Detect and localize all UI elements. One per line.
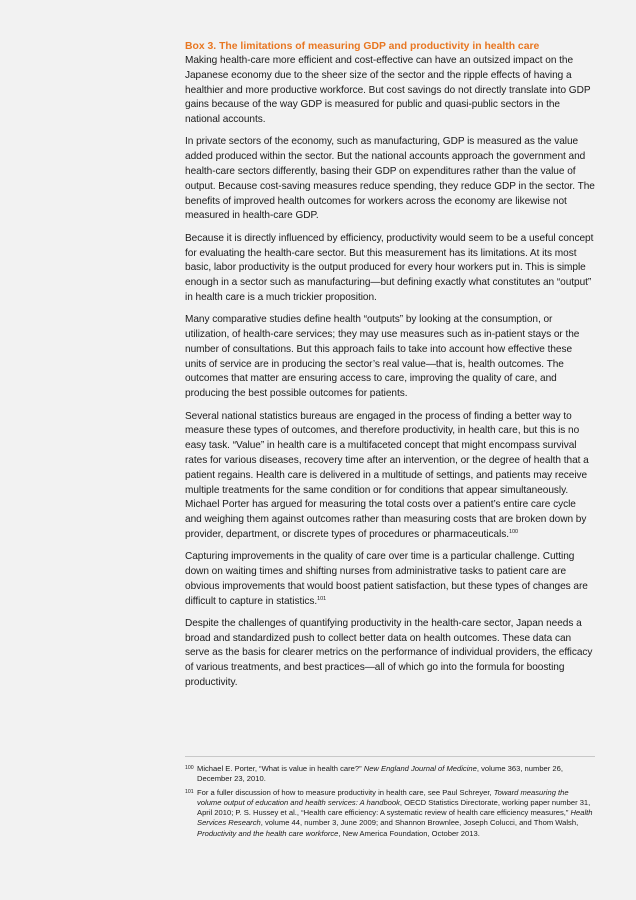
- box-content: [185, 40, 595, 698]
- paragraph-1: Making health-care more efficient and cost-effective can have an outsized impact on the Japanese economy due to the sheer size of the sector and the ripple effects of having a healthier and more productive workforce. But cost savings do not directly translate into GDP gains because of the way GDP is measured for public and quasi-public sectors in the national accounts.: [185, 55, 591, 126]
- footnote-text: Michael E. Porter, “What is value in health care?”: [197, 764, 364, 773]
- paragraph-5: [185, 410, 595, 543]
- footnote-number: 101: [185, 788, 194, 795]
- footnote-text: , OECD Statistics Directorate, working paper number 31, April 2010; P. S. Hussey et al., “Health care efficiency: A systematic review of health care efficiency measures,”: [197, 797, 591, 818]
- footnote-text: , volume 44, number 3, June 2009; and Shannon Brownlee, Joseph Colucci, and Thom Walsh,: [260, 818, 579, 828]
- footnote-100: [185, 764, 595, 785]
- book-title: Toward measuring the volume output of education and health services: A handbook: [197, 787, 569, 807]
- journal-title: New England Journal of Medicine: [363, 764, 477, 773]
- paragraph-6: [185, 550, 595, 609]
- paragraph-6-text: Capturing improvements in the quality of care over time is a particular challenge. Cutting down on waiting times and shifting nurses from administrative tasks to patient care are obvious improvements that would boost patient satisfaction, but these types of changes are difficult to capture in statistics.: [185, 551, 588, 607]
- paragraph-3: Because it is directly influenced by efficiency, productivity would seem to be a useful concept for evaluating the health-care sector. But this measurement has its limitations. At its most basic, labor productivity is the output produced for every hour workers put in. This is simple enough in a sector such as manufacturing—but defining exactly what constitutes an “output” in health care is a much trickier proposition.: [185, 232, 594, 303]
- paragraph-2: In private sectors of the economy, such as manufacturing, GDP is measured as the value added produced within the sector. But the national accounts approach the government and health-care sectors differently, basing their GDP on expenditures rather than the value of output. Because cost-saving measures reduce spending, they reduce GDP in the sector. The benefits of improved health outcomes for workers across the economy are likewise not measured in health-care GDP.: [185, 136, 595, 222]
- footnote-number: 100: [185, 765, 194, 771]
- footnote-text: , New America Foundation, October 2013.: [338, 828, 480, 838]
- book-title: Productivity and the health care workforce: [197, 828, 339, 838]
- footnote-101: [185, 788, 595, 839]
- footnotes: [185, 756, 595, 842]
- footnote-ref-101[interactable]: 101: [317, 595, 327, 602]
- footnote-text: , volume 363, number 26, December 23, 2010.: [197, 764, 563, 784]
- paragraph-7: Despite the challenges of quantifying productivity in the health-care sector, Japan needs a broad and standardized push to collect better data on health outcomes. These data can serve as the basis for clearer metrics on the performance of individual providers, the efficacy of various treatments, and best practices—all of which go into the formula for boosting productivity.: [185, 617, 593, 689]
- paragraph-5-text: Several national statistics bureaus are engaged in the process of finding a better way to measure these types of outcomes, and therefore productivity, in health care, but this is no easy task. “Value” in health care is a multifaceted concept that might encompass survival rates for various diseases, recovery time after an intervention, or the degree of health that a patient regains. Health care is delivered in a multitude of settings, and patients may receive multiple treatments for the same condition or for conditions that appear simultaneously. Michael Porter has argued for measuring the total costs over a patient’s entire care cycle and weighing them against outcomes rather than measuring costs that are broken down by provider, department, or discrete types of procedures or pharmaceuticals.: [185, 410, 589, 540]
- paragraph-4: Many comparative studies define health “outputs” by looking at the consumption, or utilization, of health-care services; they may use measures such as in-patient stays or the number of consultations. But this approach fails to take into account how effective these units of service are in producing the sector’s real value—that is, health outcomes. The outcomes that matter are ensuring access to care, improving the quality of care, and producing the best possible outcomes for patients.: [185, 314, 580, 400]
- box-title: Box 3. The limitations of measuring GDP and productivity in health care: [185, 41, 540, 52]
- journal-title: Health Services Research: [197, 808, 593, 828]
- footnote-ref-100[interactable]: 100: [509, 528, 519, 535]
- footnote-text: For a fuller discussion of how to measure productivity in health care, see Paul Schreyer,: [197, 787, 494, 797]
